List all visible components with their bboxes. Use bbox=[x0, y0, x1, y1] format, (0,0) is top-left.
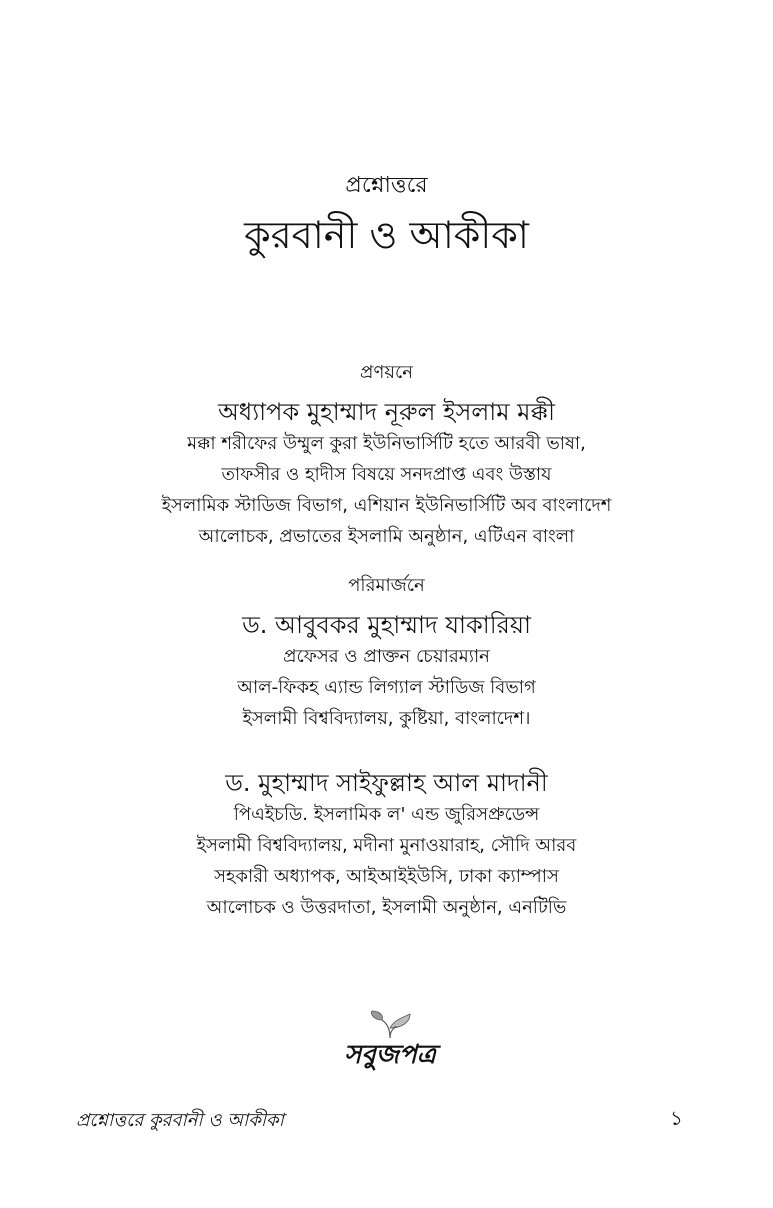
publisher-logo bbox=[340, 1010, 440, 1074]
editor-2-detail-line: সহকারী অধ্যাপক, আইআইইউসি, ঢাকা ক্যাম্পাস bbox=[214, 866, 559, 887]
editor-1-name: ড. আবুবকর মুহাম্মাদ যাকারিয়া bbox=[242, 611, 531, 639]
editor-1-details bbox=[0, 641, 773, 734]
author-detail-line: ইসলামিক স্টাডিজ বিভাগ, এশিয়ান ইউনিভার্সিটি অব বাংলাদেশ bbox=[161, 495, 612, 516]
editor-1-detail-line: ইসলামী বিশ্ববিদ্যালয়, কুষ্টিয়া, বাংলাদেশ। bbox=[242, 708, 531, 729]
author-name: অধ্যাপক মুহাম্মাদ নূরুল ইসলাম মক্কী bbox=[217, 398, 556, 426]
author-role: প্রণয়নে bbox=[360, 362, 413, 383]
author-detail-line: তাফসীর ও হাদীস বিষয়ে সনদপ্রাপ্ত এবং উস্তায bbox=[221, 464, 552, 485]
editor-2-detail-line: আলোচক ও উত্তরদাতা, ইসলামী অনুষ্ঠান, এনটিভি bbox=[206, 897, 567, 918]
publisher-logo-text: সবুজপত্র bbox=[344, 1040, 436, 1070]
author-detail-line: আলোচক, প্রভাতের ইসলামি অনুষ্ঠান, এটিএন বাংলা bbox=[198, 526, 575, 547]
running-title: প্রশ্নোত্তরে কুরবানী ও আকীকা bbox=[76, 1110, 284, 1131]
editor-1-detail-line: প্রফেসর ও প্রাক্তন চেয়ারম্যান bbox=[283, 646, 490, 667]
editor-1-detail-line: আল-ফিকহ এ্যান্ড লিগ্যাল স্টাডিজ বিভাগ bbox=[237, 677, 536, 698]
page-number: ১ bbox=[670, 1106, 683, 1130]
editor-2-name: ড. মুহাম্মাদ সাইফুল্লাহ আল মাদানী bbox=[225, 769, 548, 797]
author-detail-line: মক্কা শরীফের উম্মুল কুরা ইউনিভার্সিটি হতে আরবী ভাষা, bbox=[187, 433, 586, 454]
author-details bbox=[0, 428, 773, 552]
editor-2-detail-line: পিএইচডি. ইসলামিক ল' এন্ড জুরিসপ্রুডেন্স bbox=[233, 804, 540, 825]
editor-2-details bbox=[0, 799, 773, 923]
book-title: কুরবানী ও আকীকা bbox=[244, 213, 529, 257]
editor-role: পরিমার্জনে bbox=[348, 575, 425, 596]
editor-2-detail-line: ইসলামী বিশ্ববিদ্যালয়, মদীনা মুনাওয়ারাহ, সৌদি আরব bbox=[196, 835, 577, 856]
book-subtitle: প্রশ্নোত্তরে bbox=[345, 173, 428, 198]
